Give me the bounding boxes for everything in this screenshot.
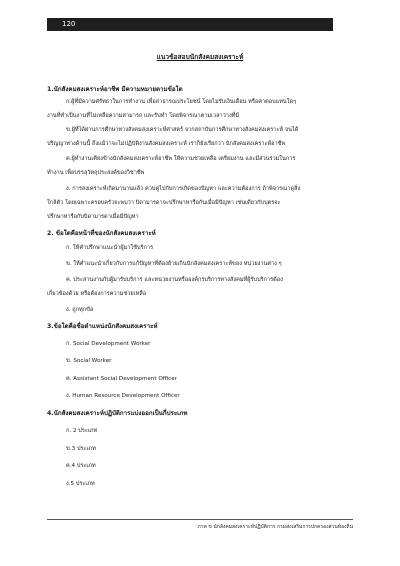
question-2-option: เกี่ยวข้องด้วย หรือต้องการความช่วยเหลือ <box>47 291 147 297</box>
question-1-line: งานที่ทำเป็นงานที่ไม่เหลือความสามารถ และรับทำ โดยพิจารณาตามเวลาว่างที่มี <box>47 113 240 119</box>
question-1-line: ข.ผู้ที่ได้ผ่านการศึกษาทางสังคมสงเคราะห์ศาสตร์ จากสถาบันการศึกษาทางสังคมสงเคราะห์ จนได้ <box>66 127 299 133</box>
question-1-line: ก.ผู้ที่มีความศรัทธาในการทำงาน เพื่อสาธารณประโยชน์ โดยไม่รับเงินเดือน หรือค่าตอบแทนใดๆ <box>66 99 297 105</box>
question-1-line: ปริญญาทางด้านนี้ ถึงแม้ว่าจะไม่ปฏิบัติงานสังคมสงเคราะห์ เราก็ยังเรียกว่า นักสังคมสงเคราะห์อาชีพ <box>47 141 286 147</box>
question-4-heading: 4.นักสังคมสงเคราะห์ปฏิบัติการแบ่งออกเป็นกี่ประเภท <box>47 410 188 417</box>
question-3-heading: 3.ข้อใดคือชื่อตำแหน่งนักสังคมสงเคราะห์ <box>47 323 158 330</box>
question-2-heading: 2. ข้อใดคือหน้าที่ของนักสังคมสงเคราะห์ <box>47 230 156 237</box>
question-2-option: ง. ถูกทุกข้อ <box>66 307 94 313</box>
question-4-option: ข.3 ประเภท <box>66 446 96 452</box>
question-4-option: ค.4 ประเภท <box>66 463 96 469</box>
question-4-option: ก. 2 ประเภท <box>66 428 98 434</box>
question-3-option: ข. Social Worker <box>66 358 112 364</box>
document-title: แนวข้อสอบนักสังคมสงเคราะห์ <box>156 53 244 61</box>
question-2-option: ข. ให้คำแนะนำเกี่ยวกับการแก้ปัญหาที่ต้องย้ายเกินนักสังคมสงเคราะห์ของ หน่วยงานต่าง ๆ <box>66 261 282 267</box>
question-3-option: ค. Assistant Social Development Officer <box>66 376 177 382</box>
footer-divider <box>47 519 353 520</box>
question-2-option: ก. ให้คำปรึกษาแนะนำผู้มาใช้บริการ <box>66 245 154 251</box>
question-3-option: ก. Social Development Worker <box>66 341 151 347</box>
question-1-line: ง. การสงเคราะห์เกิดมานานแล้ว ควบคู่ไปกับการเกิดของปัญหา และความต้องการ ถ้าพิจารณาดูสิ่ง <box>66 186 301 192</box>
page-number: 120 <box>62 20 76 28</box>
question-4-option: ง.5 ประเภท <box>66 481 95 487</box>
question-1-line: ทำงาน เพื่อบรรลุวัตถุประสงค์ของวิชาชีพ <box>47 170 145 176</box>
question-2-option: ค. ประสานงานกับผู้มารับบริการ และหน่วยงานหรือองค์กรบริการทางสังคมที่ผู้รับบริการต้อง <box>66 277 283 283</box>
question-1-line: ใกล้ตัว โดยเฉพาะครอบครัวจะพบว่า บิดามารดาจะปรึกษาหารือกันเมื่อมีปัญหา เช่นเดียวกับบุตรจะ <box>47 200 281 206</box>
question-3-option: ง. Human Resource Development Officer <box>66 393 180 399</box>
question-1-line: ค.ผู้ทำงานเคียงข้างนักสังคมสงเคราะห์อาชีพ ให้ความช่วยเหลือ เตรียมงาน และมีส่วนร่วมในการ <box>66 156 296 162</box>
page-footer: ภาค ข นักสังคมสงเคราะห์ปฏิบัติการ กรมส่งเสริมการปกครองส่วนท้องถิ่น <box>197 524 353 530</box>
question-1-line: ปรึกษาหารือกับบิดามารดาเมื่อมีปัญหา <box>47 214 139 220</box>
question-1-heading: 1.นักสังคมสงเคราะห์อาชีพ มีความหมายตามข้อใด <box>47 86 183 93</box>
header-bar <box>47 18 333 31</box>
